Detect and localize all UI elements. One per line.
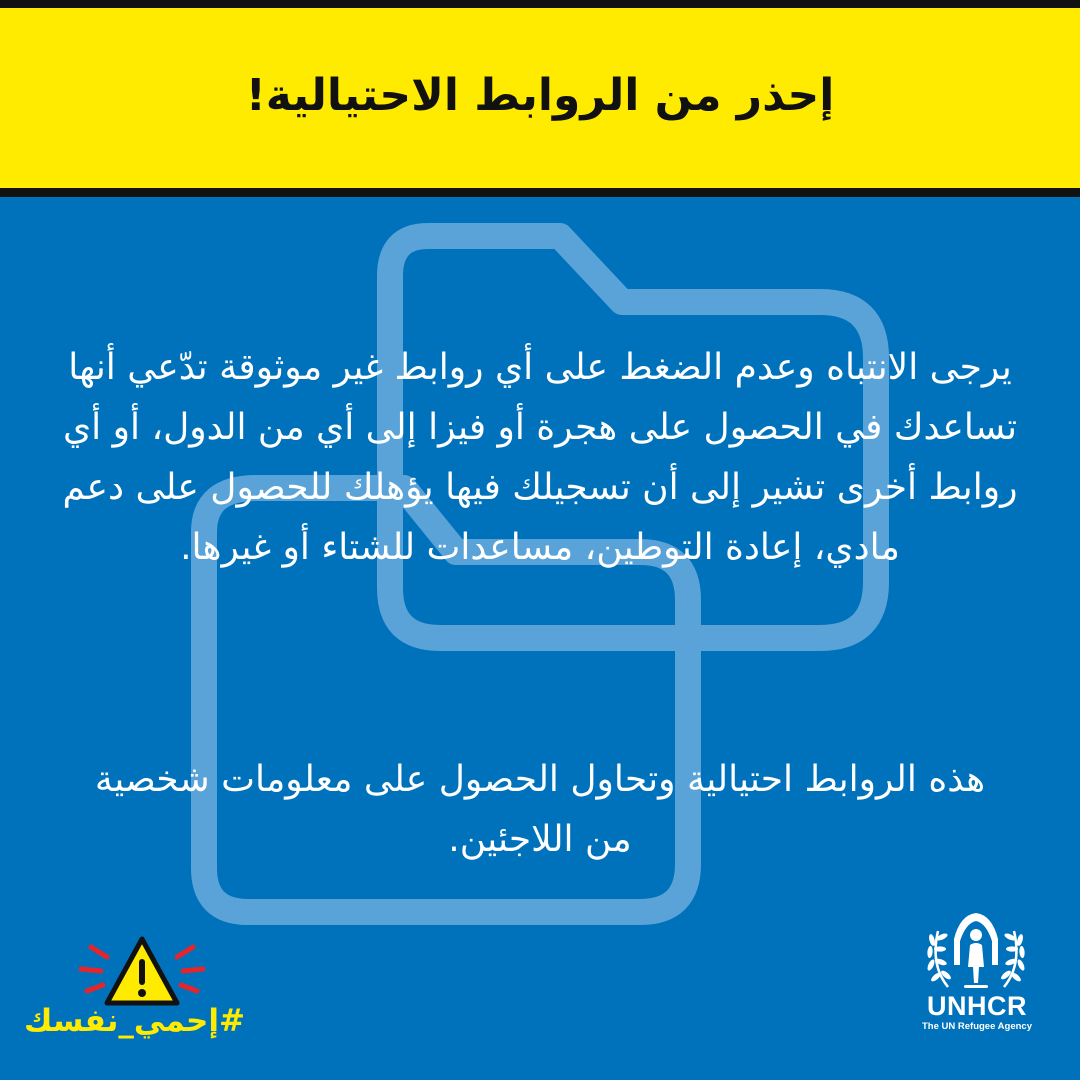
fraud-notice-paragraph: هذه الروابط احتيالية وتحاول الحصول على معلومات شخصية من اللاجئين. bbox=[94, 759, 986, 860]
unhcr-logo bbox=[912, 905, 1042, 1035]
unhcr-wordmark: UNHCR bbox=[927, 991, 1027, 1021]
campaign-badge bbox=[22, 935, 247, 1050]
warning-paragraph: يرجى الانتباه وعدم الضغط على أي روابط غير موثوقة تدّعي أنها تساعدك في الحصول على هجرة أو فيزا إلى أي من الدول، أو أي روابط أخرى تشير إلى أن تسجيلك فيها يؤهلك للحصول على دعم مادي، إعادة التوطين، مساعدات للشتاء أو غيرها. bbox=[62, 347, 1018, 568]
unhcr-tagline: The UN Refugee Agency bbox=[922, 1021, 1032, 1032]
unhcr-emblem-icon bbox=[926, 905, 1026, 993]
page-title: إحذر من الروابط الاحتيالية! bbox=[245, 69, 835, 121]
campaign-hashtag: #إحمي_نفسك bbox=[24, 1003, 245, 1039]
warning-triangle-icon bbox=[77, 935, 207, 1011]
